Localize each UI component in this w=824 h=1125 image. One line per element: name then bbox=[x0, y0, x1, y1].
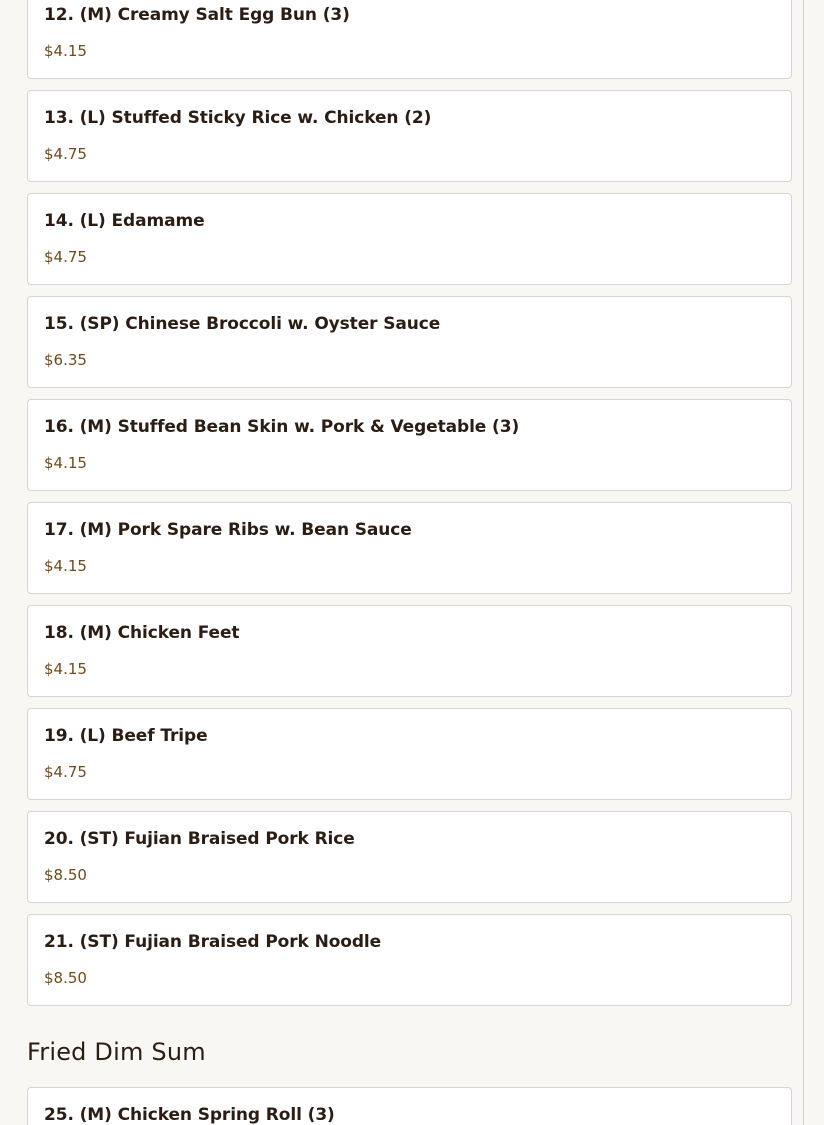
menu-item-card[interactable] bbox=[27, 502, 792, 594]
menu-item-card[interactable] bbox=[27, 0, 792, 79]
panel-divider bbox=[803, 0, 804, 1125]
menu-item-name: 14. (L) Edamame bbox=[44, 211, 205, 231]
menu-item-name: 17. (M) Pork Spare Ribs w. Bean Sauce bbox=[44, 520, 412, 540]
menu-item-name: 21. (ST) Fujian Braised Pork Noodle bbox=[44, 932, 382, 952]
section-title-fried-dim-sum: Fried Dim Sum bbox=[27, 1038, 206, 1066]
menu-item-name: 25. (M) Chicken Spring Roll (3) bbox=[44, 1105, 335, 1125]
menu-item-card[interactable] bbox=[27, 399, 792, 491]
menu-item-price: $4.75 bbox=[44, 145, 87, 163]
menu-item-card[interactable] bbox=[27, 914, 792, 1006]
menu-item-name: 19. (L) Beef Tripe bbox=[44, 726, 208, 746]
menu-item-name: 15. (SP) Chinese Broccoli w. Oyster Sauce bbox=[44, 314, 441, 334]
menu-item-price: $4.15 bbox=[44, 42, 87, 60]
menu-item-price: $4.75 bbox=[44, 763, 87, 781]
menu-item-card[interactable] bbox=[27, 1087, 792, 1125]
menu-item-name: 12. (M) Creamy Salt Egg Bun (3) bbox=[44, 5, 350, 25]
menu-item-card[interactable] bbox=[27, 811, 792, 903]
menu-list bbox=[27, 0, 792, 1125]
menu-item-card[interactable] bbox=[27, 296, 792, 388]
menu-item-price: $8.50 bbox=[44, 866, 87, 884]
menu-item-card[interactable] bbox=[27, 708, 792, 800]
menu-item-name: 18. (M) Chicken Feet bbox=[44, 623, 240, 643]
menu-item-card[interactable] bbox=[27, 193, 792, 285]
menu-item-name: 20. (ST) Fujian Braised Pork Rice bbox=[44, 829, 355, 849]
menu-item-name: 16. (M) Stuffed Bean Skin w. Pork & Vegetable (3) bbox=[44, 417, 520, 437]
menu-item-price: $4.75 bbox=[44, 248, 87, 266]
menu-item-price: $4.15 bbox=[44, 557, 87, 575]
menu-item-price: $6.35 bbox=[44, 351, 87, 369]
menu-item-card[interactable] bbox=[27, 605, 792, 697]
menu-item-price: $4.15 bbox=[44, 454, 87, 472]
menu-item-name: 13. (L) Stuffed Sticky Rice w. Chicken (2) bbox=[44, 108, 432, 128]
menu-item-price: $4.15 bbox=[44, 660, 87, 678]
menu-item-price: $8.50 bbox=[44, 969, 87, 987]
menu-item-card[interactable] bbox=[27, 90, 792, 182]
